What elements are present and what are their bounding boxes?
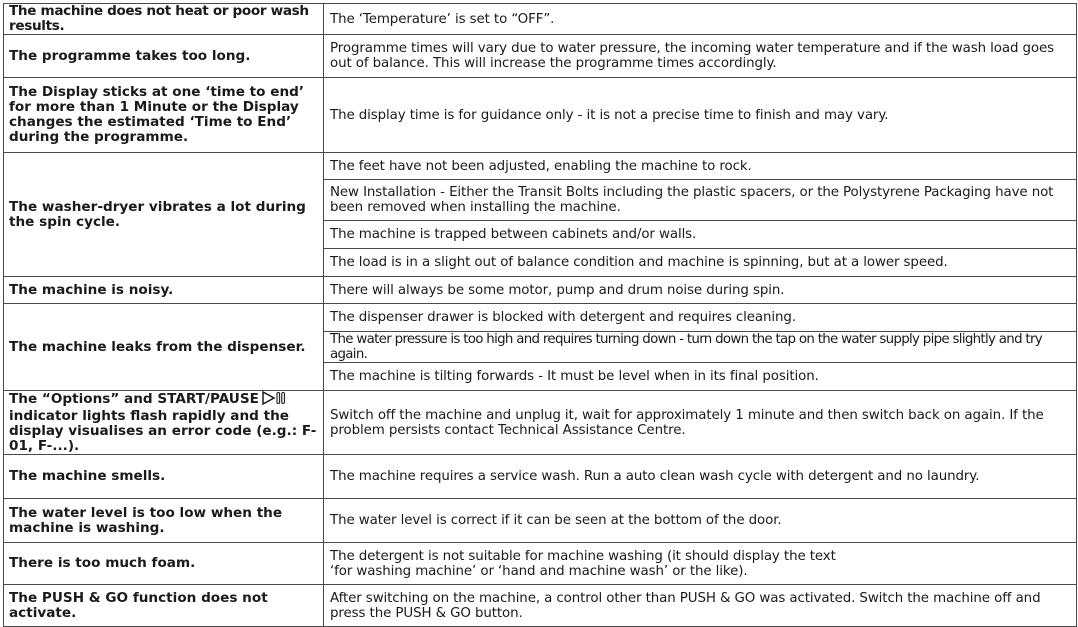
solution-line: The detergent is not suitable for machine washing (it should display the text [330, 548, 836, 564]
table-row [4, 153, 1077, 180]
play-pause-icon [261, 391, 287, 409]
table-row [4, 78, 1077, 153]
solution-cell: The water level is correct if it can be seen at the bottom of the door. [324, 499, 1077, 543]
table-row [4, 585, 1077, 627]
solution-cell: After switching on the machine, a control other than PUSH & GO was activated. Switch the machine off and press the PUSH & GO button. [324, 585, 1077, 627]
problem-cell [4, 391, 324, 455]
problem-cell: The machine leaks from the dispenser. [4, 304, 324, 391]
troubleshooting-table [3, 3, 1077, 627]
problem-cell: The programme takes too long. [4, 35, 324, 78]
solution-cell: There will always be some motor, pump and drum noise during spin. [324, 277, 1077, 304]
solution-cell: The machine is tilting forwards - It must be level when in its final position. [324, 363, 1077, 391]
solution-cell: The ‘Temperature’ is set to “OFF”. [324, 4, 1077, 35]
solution-cell: The machine is trapped between cabinets and/or walls. [324, 221, 1077, 249]
solution-cell: The machine requires a service wash. Run a auto clean wash cycle with detergent and no laundry. [324, 455, 1077, 499]
solution-cell: The dispenser drawer is blocked with detergent and requires cleaning. [324, 304, 1077, 332]
solution-cell: Programme times will vary due to water pressure, the incoming water temperature and if the wash load goes out of balance. This will increase the programme times accordingly. [324, 35, 1077, 78]
problem-cell: The machine smells. [4, 455, 324, 499]
solution-line: ‘for washing machine’ or ‘hand and machine wash’ or the like). [330, 563, 748, 579]
problem-cell: The water level is too low when the machine is washing. [4, 499, 324, 543]
table-row [4, 35, 1077, 78]
table-row [4, 543, 1077, 585]
table-row [4, 391, 1077, 455]
problem-cell: The PUSH & GO function does not activate. [4, 585, 324, 627]
problem-cell: The machine does not heat or poor wash results. [4, 4, 324, 35]
problem-cell: The washer-dryer vibrates a lot during the spin cycle. [4, 153, 324, 277]
problem-cell: There is too much foam. [4, 543, 324, 585]
solution-cell: The feet have not been adjusted, enabling the machine to rock. [324, 153, 1077, 180]
solution-cell: The water pressure is too high and requires turning down - turn down the tap on the water supply pipe slightly and try again. [324, 332, 1077, 363]
table-row [4, 455, 1077, 499]
solution-cell [324, 543, 1077, 585]
table-row [4, 304, 1077, 332]
table-row [4, 277, 1077, 304]
solution-cell: New Installation - Either the Transit Bolts including the plastic spacers, or the Polystyrene Packaging have not been removed when installing the machine. [324, 180, 1077, 221]
solution-cell: Switch off the machine and unplug it, wait for approximately 1 minute and then switch back on again. If the problem persists contact Technical Assistance Centre. [324, 391, 1077, 455]
solution-cell: The load is in a slight out of balance condition and machine is spinning, but at a lower speed. [324, 249, 1077, 277]
table-row [4, 499, 1077, 543]
problem-cell: The machine is noisy. [4, 277, 324, 304]
problem-text-part: The “Options” and START/PAUSE [9, 391, 259, 407]
problem-cell: The Display sticks at one ‘time to end’ for more than 1 Minute or the Display changes the estimated ‘Time to End’ during the programme. [4, 78, 324, 153]
table-row [4, 4, 1077, 35]
solution-cell: The display time is for guidance only - it is not a precise time to finish and may vary. [324, 78, 1077, 153]
problem-text-part: indicator lights flash rapidly and the display visualises an error code (e.g.: F-01, F-...). [9, 408, 317, 454]
